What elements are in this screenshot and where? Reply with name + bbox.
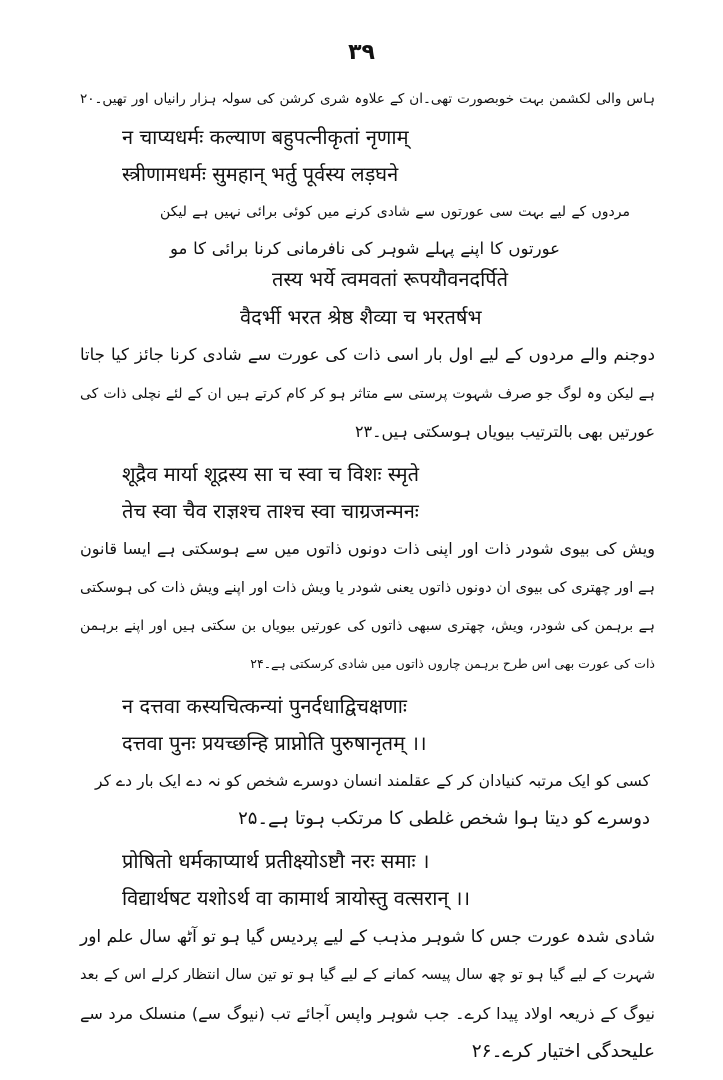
sanskrit-verse-line-s6: तेच स्वा चैव राज्ञश्च ताश्च स्वा चाग्रजन्मनः bbox=[122, 499, 419, 523]
sanskrit-verse-line-s1: न चाप्यधर्मः कल्याण बहुपत्नीकृतां नृणाम् bbox=[122, 125, 409, 149]
urdu-line-u6: عورتیں بھی بالترتیب بیویاں ہوسکتی ہیں۔۲۳ bbox=[354, 422, 655, 441]
sanskrit-verse-line-s3: तस्य भर्ये त्वमवतां रूपयौवनदर्पिते bbox=[272, 267, 509, 291]
urdu-line-u16: علیحدگی اختیار کرے۔۲۶ bbox=[471, 1041, 655, 1062]
sanskrit-verse-line-s7: न दत्तवा कस्यचित्कन्यां पुनर्दधाद्विचक्षणाः bbox=[122, 694, 407, 718]
sanskrit-verse-line-s2: स्त्रीणामधर्मः सुमहान् भर्तु पूर्वस्य लड़घने bbox=[122, 162, 399, 186]
urdu-line-u14: شہرت کے لیے گیا ہو تو چھ سال پیسہ کمانے کے لیے گیا ہو تو تین سال انتظار کرلے اس کے بعد bbox=[80, 967, 655, 983]
urdu-line-u8: ہے اور چھتری کی بیوی ان دونوں ذاتوں یعنی شودر یا ویش ذات اور اپنے ویش ذات کی ہوسکتی bbox=[80, 580, 655, 596]
sanskrit-verse-line-s10: विद्यार्थषट यशोऽर्थ वा कामार्थ त्रायोस्तु वत्सरान् ।। bbox=[122, 886, 471, 910]
urdu-line-u3: عورتوں کا اپنے پہلے شوہر کی نافرمانی کرنا برائی کا مو bbox=[170, 239, 560, 258]
urdu-line-u10: ذات کی عورت بھی اس طرح برہمن چاروں ذاتوں میں شادی کرسکتی ہے۔۲۴ bbox=[250, 656, 655, 671]
urdu-line-u7: ویش کی بیوی شودر ذات اور اپنی ذات دونوں ذاتوں میں سے ہوسکتی ہے ایسا قانون bbox=[80, 539, 655, 558]
urdu-line-u2: مردوں کے لیے بہت سی عورتوں سے شادی کرنے میں کوئی برائی نہیں ہے لیکن bbox=[160, 204, 630, 220]
urdu-line-u5: ہے لیکن وہ لوگ جو صرف شہوت پرستی سے متاثر ہو کر کام کرتے ہیں ان کے لئے نچلی ذات کی bbox=[80, 386, 655, 402]
sanskrit-verse-line-s9: प्रोषितो धर्मकाप्यार्थ प्रतीक्ष्योऽष्टौ नरः समाः । bbox=[122, 849, 430, 873]
sanskrit-verse-line-s4: वैदर्भी भरत श्रेष्ठ शैव्या च भरतर्षभ bbox=[240, 305, 482, 329]
urdu-line-u9: ہے برہمن کی شودر، ویش، چھتری سبھی ذاتوں کی عورتیں بیویاں بن سکتی ہیں اور اپنے برہمن bbox=[80, 618, 655, 634]
urdu-line-u4: دوجنم والے مردوں کے لیے اول بار اسی ذات کی عورت سے شادی کرنا جائز کیا جاتا bbox=[80, 345, 655, 364]
urdu-line-u1: ہاس والی لکشمن بہت خوبصورت تھی۔ان کے علاوہ شری کرشن کی سولہ ہزار رانیاں اور تھیں۔۲۰ bbox=[80, 91, 655, 107]
sanskrit-verse-line-s8: दत्तवा पुनः प्रयच्छन्हि प्राप्नोति पुरुषानृतम् ।। bbox=[122, 731, 427, 755]
urdu-line-u11: کسی کو ایک مرتبہ کنیادان کر کے عقلمند انسان دوسرے شخص کو نہ دے ایک بار دے کر bbox=[95, 772, 650, 790]
page-number: ۳۹ bbox=[348, 40, 375, 65]
urdu-line-u15: نیوگ کے ذریعہ اولاد پیدا کرے۔ جب شوہر واپس آجائے تب (نیوگ سے) منسلک مرد سے bbox=[80, 1004, 655, 1023]
urdu-line-u12: دوسرے کو دیتا ہوا شخص غلطی کا مرتکب ہوتا ہے۔۲۵ bbox=[238, 808, 650, 829]
urdu-line-u13: شادی شدہ عورت جس کا شوہر مذہب کے لیے پردیس گیا ہو تو آٹھ سال علم اور bbox=[80, 927, 655, 947]
sanskrit-verse-line-s5: शूद्रैव मार्या शूद्रस्य सा च स्वा च विशः स्मृते bbox=[122, 462, 419, 486]
